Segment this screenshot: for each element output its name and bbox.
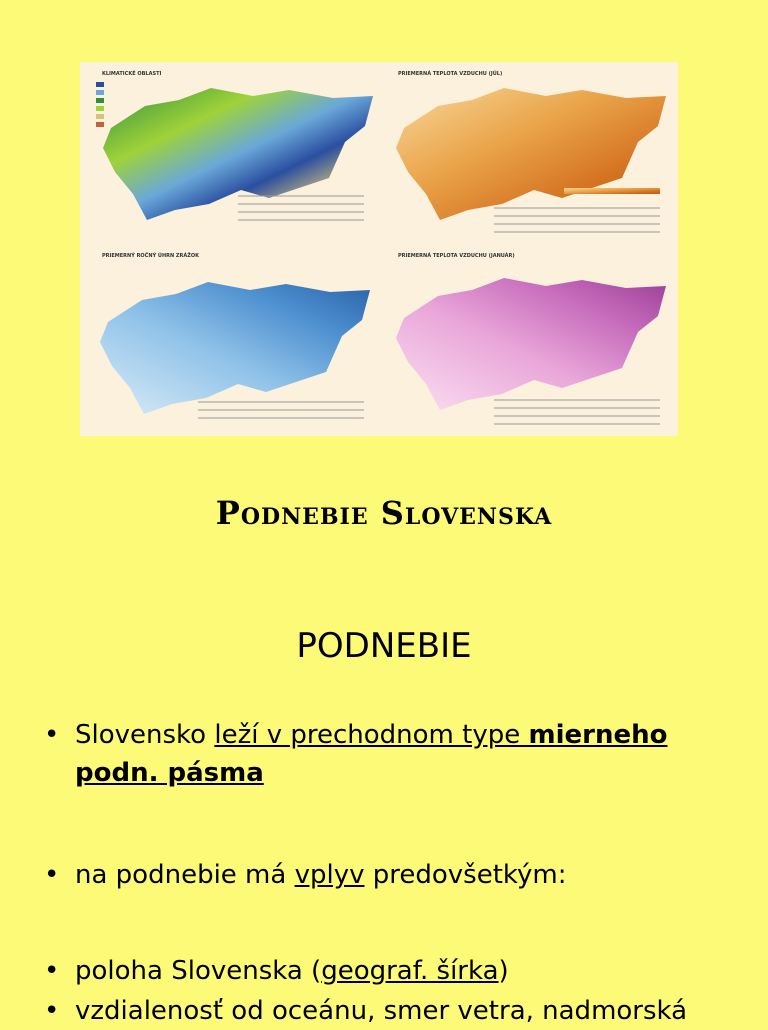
panel-title: PRIEMERNÁ TEPLOTA VZDUCHU (JÚL): [398, 71, 503, 77]
panel-title: KLIMATICKÉ OBLASTI: [102, 71, 162, 77]
map-january-temperature: [384, 250, 674, 426]
underlined-text: geograf. šírka: [321, 956, 499, 986]
bullet-glyph: •: [44, 996, 60, 1026]
bold-underlined-text: podn. pásma: [75, 758, 264, 788]
panel-title: PRIEMERNÁ TEPLOTA VZDUCHU (JANUÁR): [398, 253, 515, 259]
map-july-temperature: [384, 68, 674, 244]
page-title: Podnebie Slovenska: [215, 494, 553, 532]
bullet-glyph: •: [44, 720, 60, 750]
bullet-item: [44, 716, 667, 792]
bullet-glyph: •: [44, 956, 60, 986]
map-annual-precipitation: [88, 250, 378, 426]
map-january-temperature-graphic: [384, 250, 674, 426]
text: poloha Slovenska (: [75, 956, 322, 986]
text: Slovensko: [75, 720, 215, 750]
underlined-text: leží v prechodnom type: [214, 720, 529, 750]
map-climate-regions: [88, 68, 378, 244]
bold-underlined-text: mierneho: [528, 720, 668, 750]
panel-title: PRIEMERNÝ ROČNÝ ÚHRN ZRÁŽOK: [102, 253, 200, 259]
bullet-glyph: •: [44, 860, 60, 890]
climate-maps-figure: [80, 62, 678, 436]
bullet-item: [44, 992, 687, 1030]
text: vzdialenosť od oceánu, smer vetra, nadmorská: [75, 996, 688, 1026]
text: na podnebie má: [75, 860, 295, 890]
underlined-text: vplyv: [294, 860, 365, 890]
text: ): [498, 956, 509, 986]
map-annual-precipitation-graphic: [88, 250, 378, 426]
section-heading: PODNEBIE: [296, 626, 472, 666]
bullet-item: [44, 952, 509, 990]
map-july-temperature-graphic: [384, 68, 674, 244]
map-climate-regions-graphic: [88, 68, 378, 244]
bullet-item: [44, 856, 567, 894]
text: predovšetkým:: [364, 860, 567, 890]
